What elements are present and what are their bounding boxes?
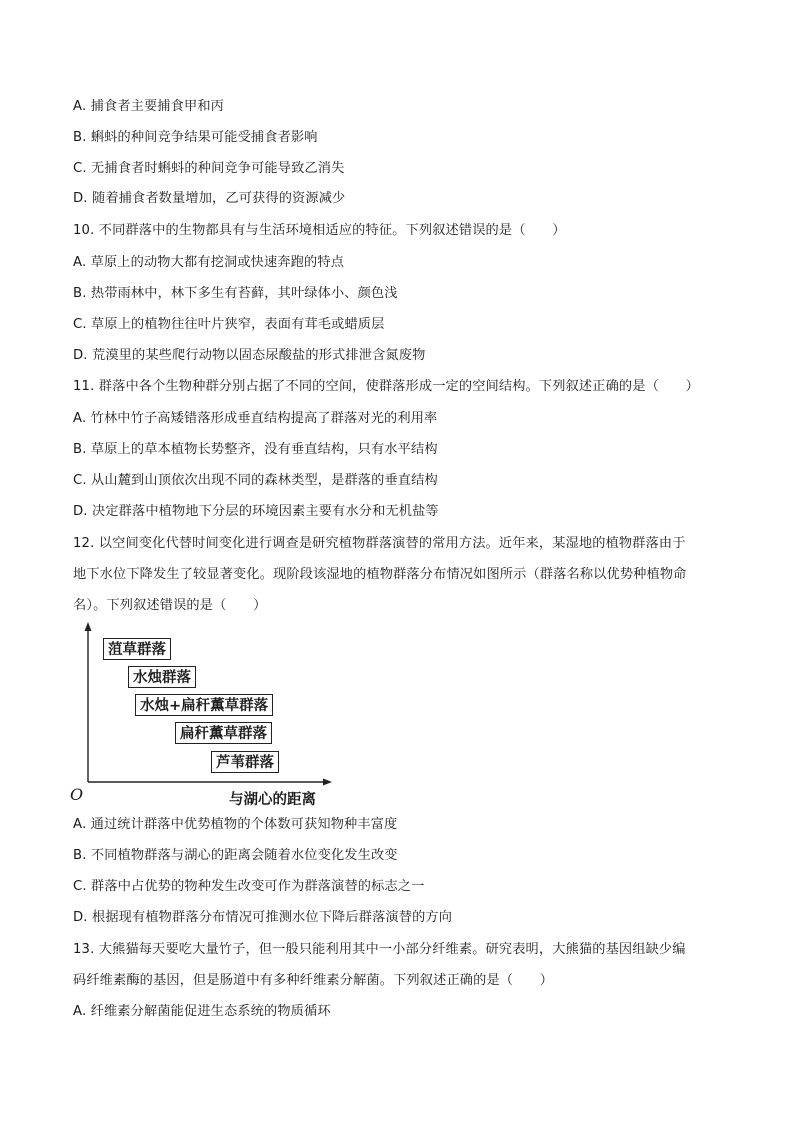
option-line: C. 群落中占优势的物种发生改变可作为群落演替的标志之一 [73,879,425,894]
option-line: C. 从山麓到山顶依次出现不同的森林类型，是群落的垂直结构 [73,473,438,488]
option-line: D. 荒漠里的某些爬行动物以固态尿酸盐的形式排泄含氮废物 [73,348,426,363]
option-line: B. 热带雨林中，林下多生有苔藓，其叶绿体小、颜色浅 [73,286,398,301]
option-line: C. 草原上的植物往往叶片狭窄，表面有茸毛或蜡质层 [73,317,385,332]
question-stem: 12. 以空间变化代替时间变化进行调查是研究植物群落演替的常用方法。近年来，某湿地的植物群落由于 [73,536,686,551]
question-stem: 10. 不同群落中的生物都具有与生活环境相适应的特征。下列叙述错误的是（ ） [73,223,566,238]
x-axis-arrow [323,779,332,786]
option-line: D. 决定群落中植物地下分层的环境因素主要有水分和无机盐等 [73,504,439,519]
y-axis-arrow [85,622,92,631]
option-line: B. 蝌蚪的种间竞争结果可能受捕食者影响 [73,130,318,145]
question-stem: 码纤维素酶的基因，但是肠道中有多种纤维素分解菌。下列叙述正确的是（ ） [73,973,554,988]
option-line: B. 不同植物群落与湖心的距离会随着水位变化发生改变 [73,848,398,863]
x-axis-label: 与湖心的距离 [229,792,316,808]
option-line: A. 竹林中竹子高矮错落形成垂直结构提高了群落对光的利用率 [73,411,438,426]
option-line: A. 草原上的动物大都有挖洞或快速奔跑的特点 [73,255,345,270]
question-stem: 13. 大熊猫每天要吃大量竹子，但一般只能利用其中一小部分纤维素。研究表明，大熊猫的基因组缺少编 [73,942,686,957]
question-stem: 11. 群落中各个生物种群分别占据了不同的空间，使群落形成一定的空间结构。下列叙述正确的是（ ） [73,379,699,394]
origin-label: O [70,785,84,804]
community-distribution-diagram [70,620,350,815]
community-box: 水烛群落 [128,666,196,688]
option-line: D. 根据现有植物群落分布情况可推测水位下降后群落演替的方向 [73,910,453,925]
option-line: B. 草原上的草本植物长势整齐，没有垂直结构，只有水平结构 [73,442,438,457]
question-stem: 地下水位下降发生了较显著变化。现阶段该湿地的植物群落分布情况如图所示（群落名称以优势种植物命 [73,567,687,582]
option-line: A. 纤维素分解菌能促进生态系统的物质循环 [73,1004,331,1019]
option-line: D. 随着捕食者数量增加，乙可获得的资源减少 [73,191,346,206]
community-box: 扁秆薫草群落 [175,722,272,744]
option-line: A. 通过统计群落中优势植物的个体数可获知物种丰富度 [73,817,398,832]
question-stem: 名）。下列叙述错误的是（ ） [73,598,267,613]
option-line: A. 捕食者主要捕食甲和丙 [73,99,224,114]
community-box: 芦苇群落 [211,751,279,773]
community-box: 水烛+扁秆薫草群落 [135,694,273,716]
community-box: 菹草群落 [103,638,171,660]
option-line: C. 无捕食者时蝌蚪的种间竞争可能导致乙消失 [73,161,345,176]
